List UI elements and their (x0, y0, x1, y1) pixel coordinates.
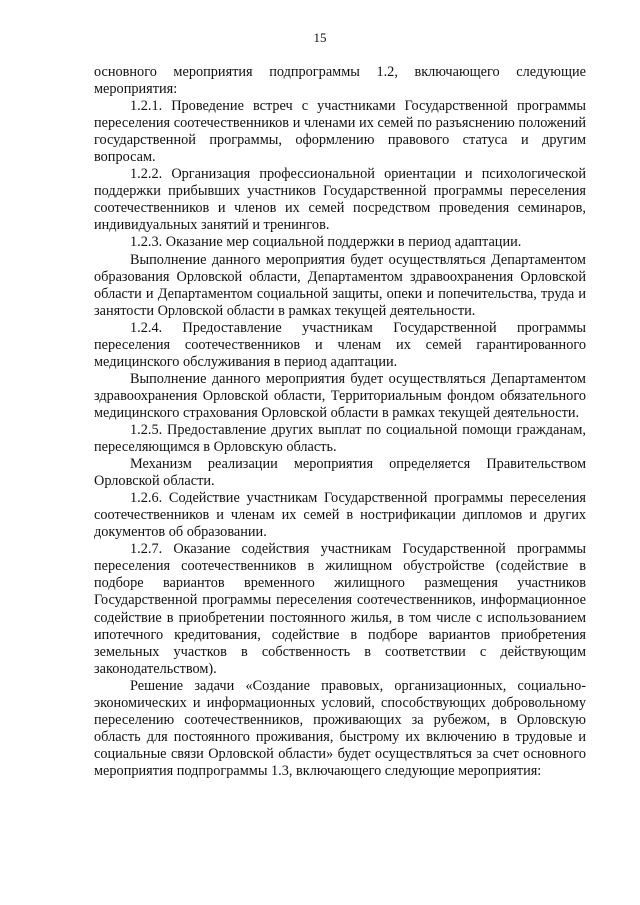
paragraph: 1.2.6. Содействие участникам Государственной программы переселения соотечественников и членам их семей в нострификации дипломов и других документов об образовании. (94, 490, 586, 541)
paragraph: Решение задачи «Создание правовых, организационных, социально-экономических и информационных условий, способствующих добровольному переселению соотечественников, проживающих за рубежом, в Орловскую область для постоянного проживания, быстрому их включению в трудовые и социальные связи Орловской области» будет осуществляться за счет основного мероприятия подпрограммы 1.3, включающего следующие мероприятия: (94, 677, 586, 779)
paragraph: 1.2.7. Оказание содействия участникам Государственной программы переселения соотечественников в жилищном обустройстве (содействие в подборе вариантов временного жилищного размещения участников Государственной программы переселения соотечественников, информационное содействие в приобретении постоянного жилья, в том числе с использованием ипотечного кредитования, содействие в подборе вариантов приобретения земельных участков в собственность в соответствии с действующим законодательством). (94, 541, 586, 677)
document-body (94, 64, 586, 780)
paragraph: 1.2.1. Проведение встреч с участниками Государственной программы переселения соотечественников и членами их семей по разъяснению положений государственной программы, оформлению правового статуса и другим вопросам. (94, 98, 586, 166)
paragraph: Выполнение данного мероприятия будет осуществляться Департаментом здравоохранения Орловской области, Территориальным фондом обязательного медицинского страхования Орловской области в рамках текущей деятельности. (94, 370, 586, 421)
page-number: 15 (313, 30, 327, 45)
paragraph: 1.2.2. Организация профессиональной ориентации и психологической поддержки прибывших участников Государственной программы переселения соотечественников и членов их семей посредством проведения семинаров, индивидуальных занятий и тренингов. (94, 166, 586, 234)
paragraph: 1.2.4. Предоставление участникам Государственной программы переселения соотечественников и членам их семей гарантированного медицинского обслуживания в период адаптации. (94, 319, 586, 370)
paragraph: Механизм реализации мероприятия определяется Правительством Орловской области. (94, 456, 586, 490)
paragraph: 1.2.3. Оказание мер социальной поддержки в период адаптации. (130, 234, 522, 251)
paragraph: Выполнение данного мероприятия будет осуществляться Департаментом образования Орловской области, Департаментом здравоохранения Орловской области и Департаментом социальной защиты, опеки и попечительства, труда и занятости Орловской области в рамках текущей деятельности. (94, 251, 586, 319)
paragraph: основного мероприятия подпрограммы 1.2, включающего следующие мероприятия: (94, 64, 586, 98)
paragraph: 1.2.5. Предоставление других выплат по социальной помощи гражданам, переселяющимся в Орловскую область. (94, 421, 586, 456)
